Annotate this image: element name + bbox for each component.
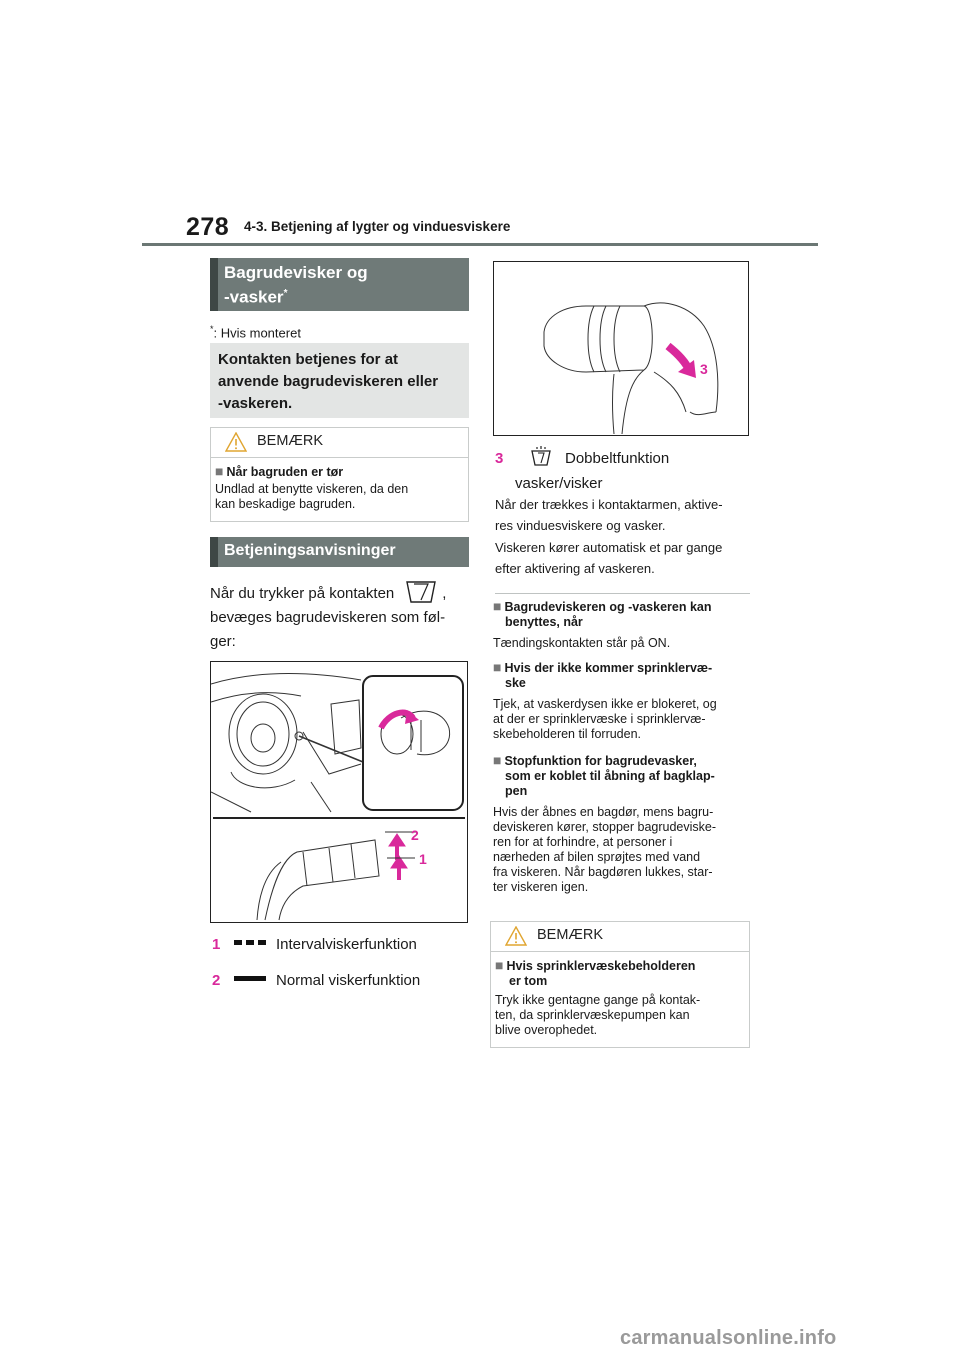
notice-body-line1: Tryk ikke gentagne gange på kontak-: [495, 993, 701, 1007]
footnote-text: : Hvis monteret: [213, 325, 301, 341]
footnote: [210, 324, 301, 340]
legend-item-2: [212, 972, 420, 989]
instruction-line2: bevæges bagrudeviskeren som føl-: [210, 609, 446, 626]
square-bullet-icon: ■: [493, 598, 502, 614]
lead-line1: Kontakten betjenes for at: [218, 351, 399, 368]
dashboard-lever-illustration: [211, 662, 467, 922]
notice-title: [215, 464, 468, 480]
info-body-line3: ren for at forhindre, at personer i: [493, 835, 673, 849]
info-body-usable-when: Tændingskontakten står på ON.: [493, 636, 671, 650]
divider: [495, 593, 750, 594]
square-bullet-icon: ■: [215, 463, 224, 479]
info-body-line5: fra viskeren. Når bagdøren lukkes, star-: [493, 865, 713, 879]
info-body-line3: skebeholderen til forruden.: [493, 727, 642, 741]
info-title-usable-when: [493, 599, 751, 630]
info-body-line6: ter viskeren igen.: [493, 880, 589, 894]
section-heading-rear-wiper: [210, 258, 469, 311]
warning-triangle-icon: [225, 432, 247, 452]
chapter-title: 4-3. Betjening af lygter og vinduesviskere: [244, 219, 511, 234]
rear-wiper-switch-icon: [404, 580, 438, 604]
info-body-line2: deviskeren kører, stopper bagrudeviske-: [493, 820, 717, 834]
notice-title: [495, 958, 749, 989]
normal-wiper-symbol-icon: [234, 976, 266, 982]
auto-paragraph: [495, 537, 757, 579]
section-heading-line1: Bagrudevisker og: [224, 263, 368, 282]
square-bullet-icon: ■: [493, 752, 502, 768]
legend-number: 2: [212, 972, 221, 989]
notice-body-line2: kan beskadige bagruden.: [215, 497, 356, 511]
legend-text: Intervalviskerfunktion: [276, 936, 417, 953]
notice-label: BEMÆRK: [257, 433, 324, 449]
notice-box-empty-reservoir: [490, 921, 750, 1048]
instruction-line3: ger:: [210, 633, 236, 650]
notice-title-line1: Hvis sprinklervæskebeholderen: [506, 959, 696, 973]
info-title-line2: ske: [505, 676, 526, 690]
info-title-line1: Hvis der ikke kommer sprinklervæ-: [504, 661, 713, 675]
notice-header: [491, 922, 749, 952]
notice-body-line1: Undlad at benytte viskeren, da den: [215, 482, 409, 496]
auto-line2: efter aktivering af vaskeren.: [495, 561, 655, 576]
info-title-stop-function: [493, 753, 751, 799]
legend-text-line1: Dobbeltfunktion: [565, 450, 670, 467]
info-body-stop-function: [493, 805, 751, 895]
info-title-line3: pen: [505, 784, 528, 798]
notice-body-line2: ten, da sprinklervæskepumpen kan: [495, 1008, 690, 1022]
washer-wiper-symbol-icon: [529, 446, 553, 466]
intermittent-wiper-symbol-icon: [234, 940, 266, 946]
info-title-line2: som er koblet til åbning af bagklap-: [505, 769, 715, 783]
legend-text-line2: vasker/visker: [515, 475, 603, 492]
notice-header: [211, 428, 468, 458]
square-bullet-icon: ■: [495, 957, 504, 973]
callout-1: 1: [419, 851, 427, 867]
legend-item-1: [212, 936, 417, 953]
header-rule: [142, 243, 818, 246]
info-body-no-fluid: [493, 697, 751, 742]
info-title-line1: Bagrudeviskeren og -vaskeren kan: [504, 600, 712, 614]
notice-title-line2: er tom: [509, 974, 548, 988]
warning-triangle-icon: [505, 926, 527, 946]
legend-number: 3: [495, 450, 504, 467]
section-heading-line2: -vasker: [224, 287, 284, 307]
notice-body-line3: blive overophedet.: [495, 1023, 598, 1037]
info-title-line2: benyttes, når: [505, 615, 583, 629]
figure-wiper-lever-dashboard: [210, 661, 468, 923]
info-body-line1: Tjek, at vaskerdysen ikke er blokeret, og: [493, 697, 717, 711]
legend-number: 1: [212, 936, 221, 953]
instruction-line1b: ,: [442, 585, 447, 602]
notice-box-dry-window: [210, 427, 469, 522]
auto-line1: Viskeren kører automatisk et par gange: [495, 540, 723, 555]
info-body-line4: nærheden af bilen sprøjtes med vand: [493, 850, 701, 864]
lead-box: [210, 343, 469, 418]
legend-text: Normal viskerfunktion: [276, 972, 421, 989]
lead-line3: -vaskeren.: [218, 395, 293, 412]
pull-line1: Når der trækkes i kontaktarmen, aktive-: [495, 497, 723, 512]
info-body-line2: at der er sprinklervæske i sprinklervæ-: [493, 712, 706, 726]
section-heading-asterisk: *: [283, 288, 288, 299]
legend-item-3: [495, 446, 757, 496]
pull-paragraph: [495, 494, 757, 536]
footnote-mark: *: [210, 324, 214, 334]
lever-pull-illustration: [494, 262, 748, 435]
notice-body: [215, 482, 464, 512]
figure-washer-lever-pull: [493, 261, 749, 436]
section-heading-operating-instructions: Betjeningsanvisninger: [210, 537, 469, 567]
lead-line2: anvende bagrudeviskeren eller: [218, 373, 439, 390]
callout-2: 2: [411, 827, 419, 843]
info-title-no-fluid: [493, 660, 751, 691]
notice-body: [495, 993, 745, 1038]
watermark-text: carmanualsonline.info: [620, 1327, 837, 1349]
notice-label: BEMÆRK: [537, 927, 604, 943]
instruction-paragraph: [210, 580, 472, 654]
notice-title-text: Når bagruden er tør: [226, 465, 344, 479]
pull-line2: res vinduesviskere og vasker.: [495, 518, 666, 533]
info-title-line1: Stopfunktion for bagrudevasker,: [504, 754, 697, 768]
callout-3: 3: [700, 361, 708, 377]
page-number: 278: [186, 213, 230, 241]
info-body-line1: Hvis der åbnes en bagdør, mens bagru-: [493, 805, 714, 819]
instruction-line1a: Når du trykker på kontakten: [210, 585, 395, 602]
square-bullet-icon: ■: [493, 659, 502, 675]
